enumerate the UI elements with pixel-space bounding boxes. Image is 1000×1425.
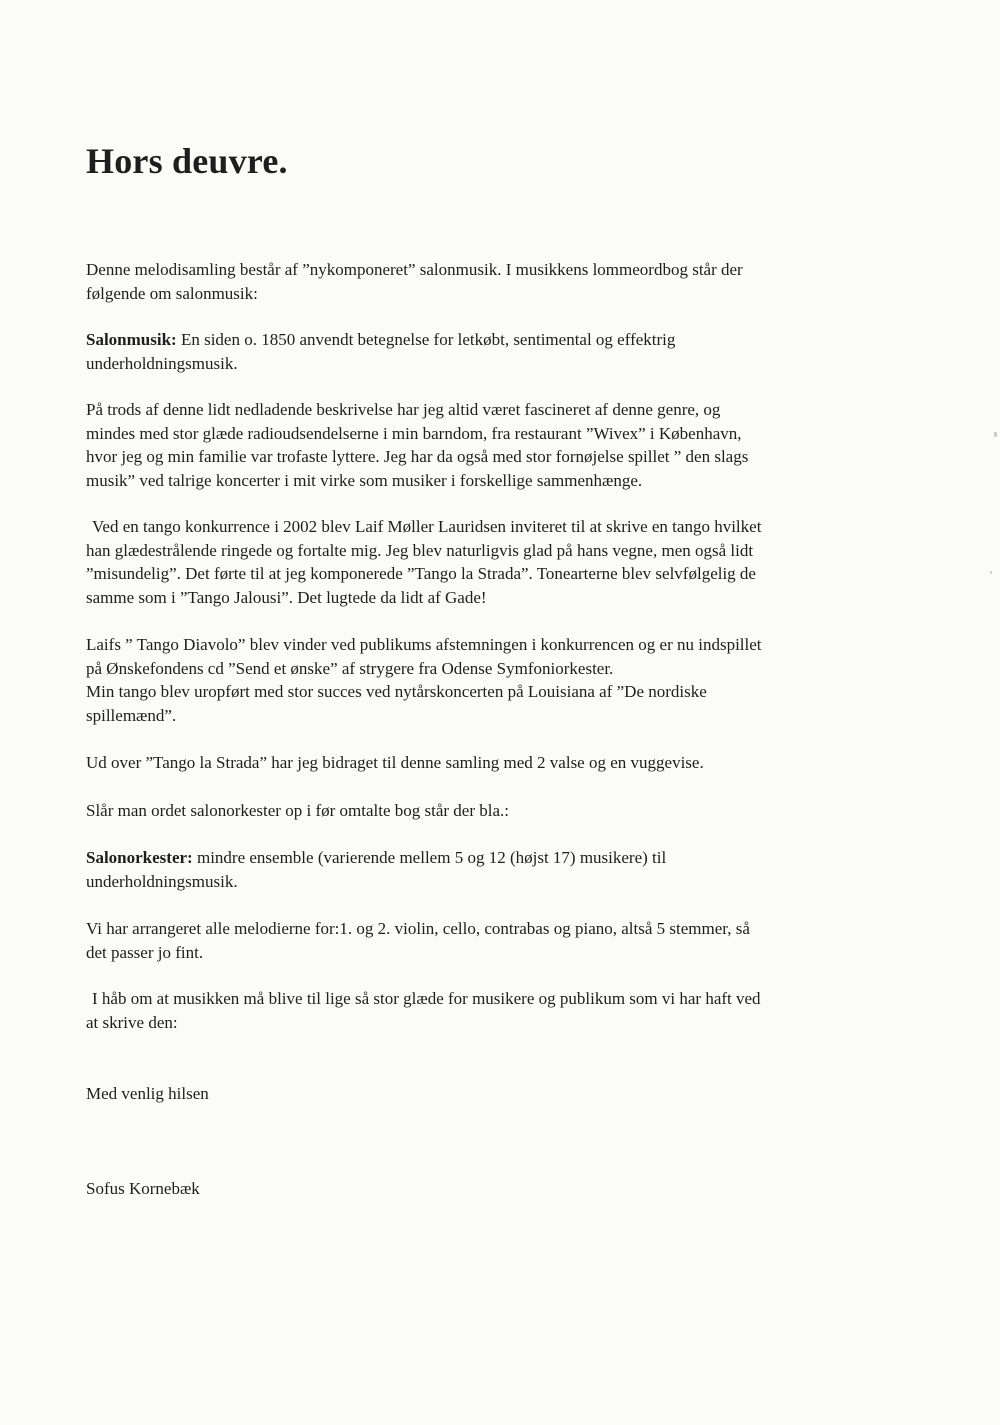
text-line: det passer jo fint. (86, 942, 204, 962)
scan-speck (994, 432, 997, 437)
text-line (86, 328, 906, 352)
text-line: underholdningsmusik. (86, 353, 238, 373)
definition-term: Salonorkester: (86, 848, 193, 867)
winner-paragraph (86, 633, 906, 727)
text-line: I håb om at musikken må blive til lige så stor glæde for musikere og publikum som vi har haft ved (92, 989, 761, 1008)
text-line: Vi har arrangeret alle melodierne for:1. og 2. violin, cello, contrabas og piano, altså 5 stemmer, så (86, 919, 750, 938)
text-line: underholdningsmusik. (86, 871, 238, 891)
intro-paragraph (86, 258, 906, 305)
contribution-paragraph (86, 751, 906, 775)
competition-paragraph (86, 515, 906, 609)
salonorkester-definition (86, 846, 906, 893)
text-line: Sofus Kornebæk (86, 1179, 200, 1198)
text-line: Min tango blev uropført med stor succes ved nytårskoncerten på Louisiana af ”De nordiske (86, 682, 707, 701)
text-line: Denne melodisamling består af ”nykomponeret” salonmusik. I musikkens lommeordbog står der (86, 260, 743, 279)
salonmusik-definition (86, 328, 906, 375)
text-line: Slår man ordet salonorkester op i før omtalte bog står der bla.: (86, 801, 509, 820)
text-line: på Ønskefondens cd ”Send et ønske” af strygere fra Odense Symfoniorkester. (86, 658, 614, 678)
text-line: På trods af denne lidt nedladende beskrivelse har jeg altid været fascineret af denne genre, og (86, 400, 721, 419)
wish-paragraph (86, 987, 906, 1034)
arrangement-paragraph (86, 917, 906, 964)
definition-term: Salonmusik: (86, 330, 177, 349)
fascination-paragraph (86, 398, 906, 492)
text-line: Ved en tango konkurrence i 2002 blev Laif Møller Lauridsen inviteret til at skrive en tango hvilket (92, 517, 762, 536)
text-line: han glædestrålende ringede og fortalte mig. Jeg blev naturligvis glad på hans vegne, men også lidt (86, 540, 754, 560)
text-line: at skrive den: (86, 1012, 178, 1032)
page-title: Hors deuvre. (86, 141, 288, 181)
text-line: samme som i ”Tango Jalousi”. Det lugtede da lidt af Gade! (86, 587, 487, 607)
text-line: ”misundelig”. Det førte til at jeg komponerede ”Tango la Strada”. Tonearterne blev selvfølgelig de (86, 564, 756, 583)
definition-text: En siden o. 1850 anvendt betegnelse for letkøbt, sentimental og effektrig (176, 330, 676, 349)
text-line: mindes med stor glæde radioudsendelserne i min barndom, fra restaurant ”Wivex” i København, (86, 423, 742, 443)
definition-text: mindre ensemble (varierende mellem 5 og 12 (højst 17) musikere) til (192, 848, 667, 867)
text-line: følgende om salonmusik: (86, 283, 258, 303)
signature-line (86, 1177, 906, 1201)
text-line: spillemænd”. (86, 705, 177, 725)
closing-line (86, 1082, 906, 1106)
text-line: hvor jeg og min familie var trofaste lyttere. Jeg har da også med stor fornøjelse spillet ” den slags (86, 447, 749, 466)
text-line: Med venlig hilsen (86, 1084, 209, 1103)
text-line (86, 846, 906, 870)
text-line: Laifs ” Tango Diavolo” blev vinder ved publikums afstemningen i konkurrencen og er nu indspillet (86, 635, 762, 654)
lookup-paragraph (86, 799, 906, 823)
text-line: Ud over ”Tango la Strada” har jeg bidraget til denne samling med 2 valse og en vuggevise. (86, 753, 704, 772)
text-line: musik” ved talrige koncerter i mit virke som musiker i forskellige sammenhænge. (86, 470, 643, 490)
scan-speck (990, 571, 992, 574)
